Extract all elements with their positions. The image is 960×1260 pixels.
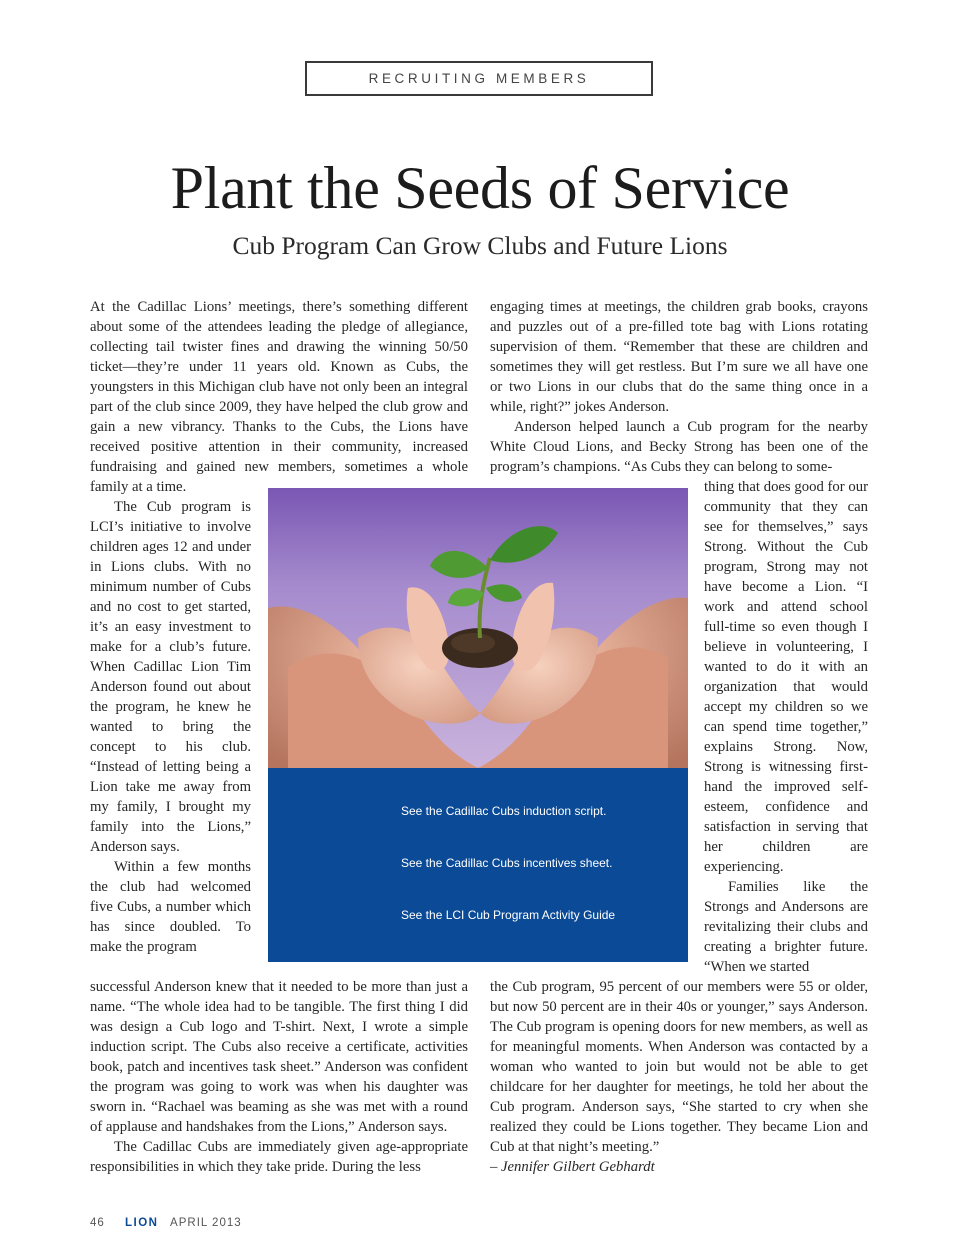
paragraph: The Cub program is LCI’s initiative to involve children ages 12 and under in Lions clubs. With no minimum number of Cubs and no cost to get started, it’s an easy investment to make for a club’s future. When Cadillac Lion Tim Anderson found out about the program, he knew he wanted to bring the concept to his club. “Instead of letting being a Lion take me away from my family, I brought my family into the Lions,” Anderson says. xyxy=(90,499,251,855)
left-column-top xyxy=(90,297,468,497)
section-label: RECRUITING MEMBERS xyxy=(368,71,590,86)
paragraph: the Cub program, 95 percent of our members were 55 or older, but now 50 percent are in their 40s or younger,” says Anderson. The Cub program is opening doors for new members, as well as for meaningful moments. When Anderson was contacted by a woman who wanted to join but would not be able to get childcare for her daughter for meetings, he told her about the Cub program. Anderson says, “She started to cry when she realized they could be Lions together. They became Lion and Cub at that night’s meeting.” xyxy=(490,979,868,1155)
right-column-bottom xyxy=(490,977,868,1177)
article-title: Plant the Seeds of Service xyxy=(170,155,790,221)
page-number: 46 xyxy=(90,1217,105,1229)
resource-links-box xyxy=(268,768,688,962)
induction-script-link[interactable]: See the Cadillac Cubs induction script. xyxy=(401,804,607,818)
paragraph: successful Anderson knew that it needed to be more than just a name. “The whole idea had to be tangible. The first thing I did was design a Cub logo and T-shirt. Next, I wrote a simple induction script. The Cubs also receive a certificate, activities book, patch and incentives task sheet.” Anderson was confident the program was going to work was when his daughter was sworn in. “Rachael was beaming as she was met with a round of applause and handshakes from the Lions,” Anderson says. xyxy=(90,979,468,1135)
issue-date: APRIL 2013 xyxy=(170,1217,242,1229)
right-column-narrow xyxy=(704,477,868,977)
magazine-name: LION xyxy=(125,1217,159,1229)
paragraph: At the Cadillac Lions’ meetings, there’s something different about some of the attendees leading the pledge of allegiance, collecting tail twister fines and drawing the winning 50/50 ticket—they’re under 11 years old. Known as Cubs, the youngsters in this Michigan club have not only been an integral part of the club since 2009, they have helped the club grow and gain a new vibrancy. Thanks to the Cubs, the Lions have received positive attention in their community, increased fundraising and gained new members, sometimes a whole family at a time. xyxy=(90,299,468,495)
hands-seedling-photo xyxy=(268,488,688,768)
article-subtitle: Cub Program Can Grow Clubs and Future Lions xyxy=(232,231,728,260)
paragraph: Families like the Strongs and Andersons are revitalizing their clubs and creating a brighter future. “When we started xyxy=(704,879,868,975)
section-label-box xyxy=(305,61,653,96)
activity-guide-link[interactable]: See the LCI Cub Program Activity Guide xyxy=(401,908,616,922)
right-column-top xyxy=(490,297,868,477)
left-column-narrow xyxy=(90,497,251,957)
left-column-bottom xyxy=(90,977,468,1177)
page-footer xyxy=(90,1217,242,1229)
paragraph: Within a few months the club had welcomed five Cubs, a number which has since doubled. To make the program xyxy=(90,859,251,955)
byline: – Jennifer Gilbert Gebhardt xyxy=(490,1159,655,1175)
paragraph: The Cadillac Cubs are immediately given age-appropriate responsibilities in which they take pride. During the less xyxy=(90,1139,468,1175)
paragraph: Anderson helped launch a Cub program for the nearby White Cloud Lions, and Becky Strong has been one of the program’s champions. “As Cubs they can belong to some- xyxy=(490,419,868,475)
paragraph: thing that does good for our community that they can see for themselves,” says Strong. Without the Cub program, Strong may not have become a Lion. “I work and attend school full-time so even though I believe in volunteering, I wanted to do it with an organization that would accept my children so we can spend time together,” explains Strong. Now, Strong is witnessing first-hand the improved self-esteem, confidence and satisfaction in serving that her children are experiencing. xyxy=(704,479,868,875)
paragraph: engaging times at meetings, the children grab books, crayons and puzzles out of a pre-filled tote bag with Lions rotating supervision of them. “Remember that these are children and sometimes they will get restless. But I’m sure we all have one or two Lions in our clubs that do the same thing once in a while, right?” jokes Anderson. xyxy=(490,299,868,415)
incentives-sheet-link[interactable]: See the Cadillac Cubs incentives sheet. xyxy=(401,856,613,870)
